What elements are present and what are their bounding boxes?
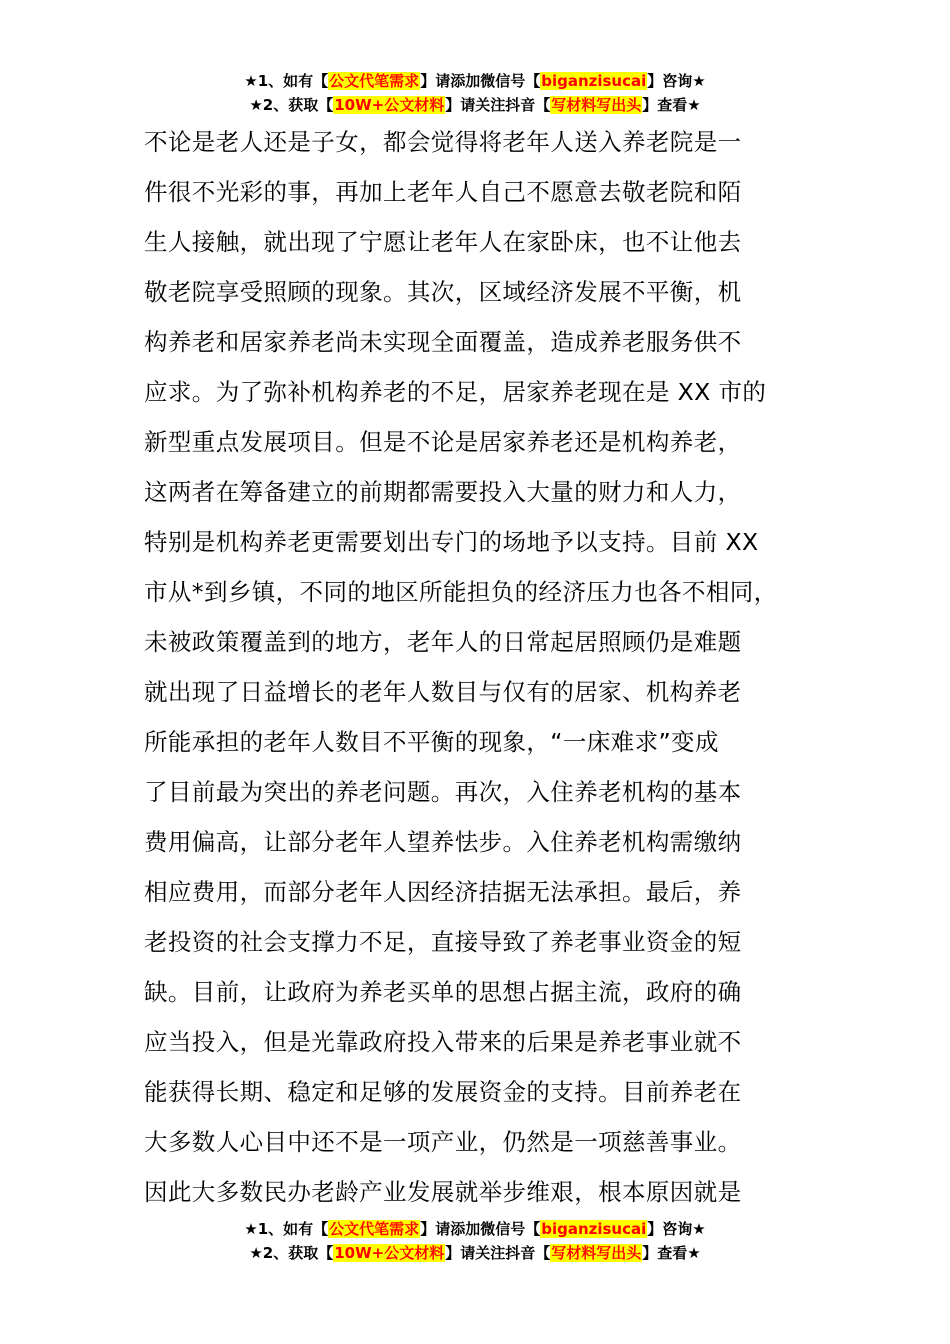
text-line: 相应费用，而部分老年人因经济拮据无法承担。最后，养 (144, 878, 742, 906)
highlight-text: 公文代笔需求 (329, 1220, 420, 1238)
banner-text: ★1、如有【 (244, 1220, 329, 1238)
highlight-text: biganzisucai (541, 1220, 647, 1238)
highlight-text: 10W+公文材料 (334, 1244, 445, 1262)
highlight-text: biganzisucai (541, 72, 647, 90)
text-line: 了目前最为突出的养老问题。再次，入住养老机构的基本 (144, 778, 742, 806)
highlight-text: 写材料写出头 (551, 96, 642, 114)
banner-text: ★1、如有【 (244, 72, 329, 90)
text-line: 特别是机构养老更需要划出专门的场地予以支持。目前 XX (144, 528, 759, 556)
text-line: 大多数人心目中还不是一项产业，仍然是一项慈善事业。 (144, 1128, 742, 1156)
text-line: 构养老和居家养老尚未实现全面覆盖，造成养老服务供不 (144, 328, 742, 356)
banner-line-2 (0, 1241, 950, 1265)
text-line: 因此大多数民办老龄产业发展就举步维艰，根本原因就是 (144, 1178, 742, 1206)
text-line: 未被政策覆盖到的地方，老年人的日常起居照顾仍是难题 (144, 628, 742, 656)
text-line: 所能承担的老年人数目不平衡的现象，“一床难求”变成 (144, 728, 719, 756)
banner-text: 】请关注抖音【 (445, 1244, 551, 1262)
banner-text: ★2、获取【 (249, 1244, 334, 1262)
text-line: 就出现了日益增长的老年人数目与仅有的居家、机构养老 (144, 678, 742, 706)
banner-text: 】查看★ (642, 1244, 701, 1262)
text-line: 不论是老人还是子女，都会觉得将老年人送入养老院是一 (144, 128, 742, 156)
text-line: 市从*到乡镇，不同的地区所能担负的经济压力也各不相同， (144, 578, 778, 606)
text-line: 应求。为了弥补机构养老的不足，居家养老现在是 XX 市的 (144, 378, 767, 406)
text-line: 老投资的社会支撑力不足，直接导致了养老事业资金的短 (144, 928, 742, 956)
highlight-text: 公文代笔需求 (329, 72, 420, 90)
banner-text: 】咨询★ (647, 72, 706, 90)
footer-banner (0, 1217, 950, 1265)
banner-line-2 (0, 93, 950, 117)
text-line: 件很不光彩的事，再加上老年人自己不愿意去敬老院和陌 (144, 178, 742, 206)
text-line: 费用偏高，让部分老年人望养怯步。入住养老机构需缴纳 (144, 828, 742, 856)
banner-text: ★2、获取【 (249, 96, 334, 114)
highlight-text: 写材料写出头 (551, 1244, 642, 1262)
text-line: 敬老院享受照顾的现象。其次，区域经济发展不平衡，机 (144, 278, 742, 306)
banner-text: 】请添加微信号【 (420, 72, 541, 90)
document-body (144, 117, 834, 1217)
banner-line-1 (0, 1217, 950, 1241)
banner-text: 】查看★ (642, 96, 701, 114)
text-line: 新型重点发展项目。但是不论是居家养老还是机构养老， (144, 428, 742, 456)
highlight-text: 10W+公文材料 (334, 96, 445, 114)
text-line: 这两者在筹备建立的前期都需要投入大量的财力和人力， (144, 478, 742, 506)
text-line: 生人接触，就出现了宁愿让老年人在家卧床，也不让他去 (144, 228, 742, 256)
text-line: 应当投入，但是光靠政府投入带来的后果是养老事业就不 (144, 1028, 742, 1056)
banner-text: 】请关注抖音【 (445, 96, 551, 114)
header-banner (0, 69, 950, 117)
banner-text: 】咨询★ (647, 1220, 706, 1238)
banner-line-1 (0, 69, 950, 93)
banner-text: 】请添加微信号【 (420, 1220, 541, 1238)
text-line: 缺。目前，让政府为养老买单的思想占据主流，政府的确 (144, 978, 742, 1006)
text-line: 能获得长期、稳定和足够的发展资金的支持。目前养老在 (144, 1078, 742, 1106)
